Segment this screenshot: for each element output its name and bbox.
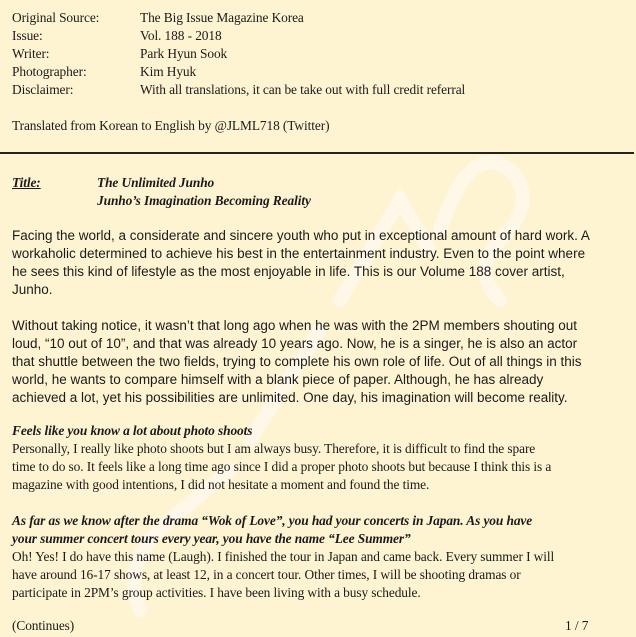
question: your summer concert tours every year, you have the name “Lee Summer” xyxy=(12,531,411,546)
text-line: Facing the world, a considerate and sincere youth who put in exceptional amount of hard work. A xyxy=(12,228,590,243)
text-line: Junho. xyxy=(12,282,53,297)
issue-value: Vol. 188 - 2018 xyxy=(140,28,222,43)
answer-line: participate in 2PM’s group activities. I have been living with a busy schedule. xyxy=(12,585,421,600)
text-line: he sees this kind of lifestyle as the most enjoyable in life. This is our Volume 188 cover artist, xyxy=(12,264,565,279)
text-line: workaholic determined to achieve his best in the entertainment industry. Even to the point where xyxy=(12,246,586,261)
title-main: The Unlimited Junho xyxy=(97,175,215,190)
writer-label: Writer: xyxy=(12,46,50,61)
page-number: 1 / 7 xyxy=(565,618,589,633)
title-subtitle: Junho’s Imagination Becoming Reality xyxy=(97,193,311,208)
question: Feels like you know a lot about photo shoots xyxy=(12,423,253,438)
divider xyxy=(0,152,634,154)
writer-value: Park Hyun Sook xyxy=(140,46,228,61)
title-label: Title: xyxy=(12,175,41,190)
issue-label: Issue: xyxy=(12,28,43,43)
text-line: world, he wants to compare himself with a blank piece of paper. Although, he has already xyxy=(12,372,544,387)
text-line: loud, “10 out of 10”, and that was already 10 years ago. Now, he is a singer, he is also an actor xyxy=(12,336,578,351)
answer-line: time to do so. It feels like a long time ago since I did a proper photo shoots but because I think this is a xyxy=(12,459,552,474)
translator-credit: Translated from Korean to English by @JLML718 (Twitter) xyxy=(12,118,330,133)
answer-line: have around 16-17 shows, at least 12, in a concert tour. Other times, I will be shooting dramas or xyxy=(12,567,521,582)
disclaimer-label: Disclaimer: xyxy=(12,82,74,97)
text-line: achieved a lot, yet his possibilities are unlimited. One day, his imagination will become reality. xyxy=(12,390,568,405)
text-line: that shuttle between the two fields, trying to complete his own role of life. Out of all things in this xyxy=(12,354,582,369)
photographer-label: Photographer: xyxy=(12,64,87,79)
answer-line: Personally, I really like photo shoots but I am always busy. Therefore, it is difficult to find the spare xyxy=(12,441,536,456)
question: As far as we know after the drama “Wok of Love”, you had your concerts in Japan. As you have xyxy=(12,513,533,528)
source-value: The Big Issue Magazine Korea xyxy=(140,10,304,25)
text-line: Without taking notice, it wasn’t that long ago when he was with the 2PM members shouting out xyxy=(12,318,578,333)
answer-line: magazine with good intentions, I did not hesitate a moment and found the time. xyxy=(12,477,430,492)
continues-label: (Continues) xyxy=(12,618,75,633)
source-label: Original Source: xyxy=(12,10,100,25)
disclaimer-value: With all translations, it can be take out with full credit referral xyxy=(140,82,466,97)
answer-line: Oh! Yes! I do have this name (Laugh). I finished the tour in Japan and came back. Every summer I will xyxy=(12,549,555,564)
photographer-value: Kim Hyuk xyxy=(140,64,197,79)
